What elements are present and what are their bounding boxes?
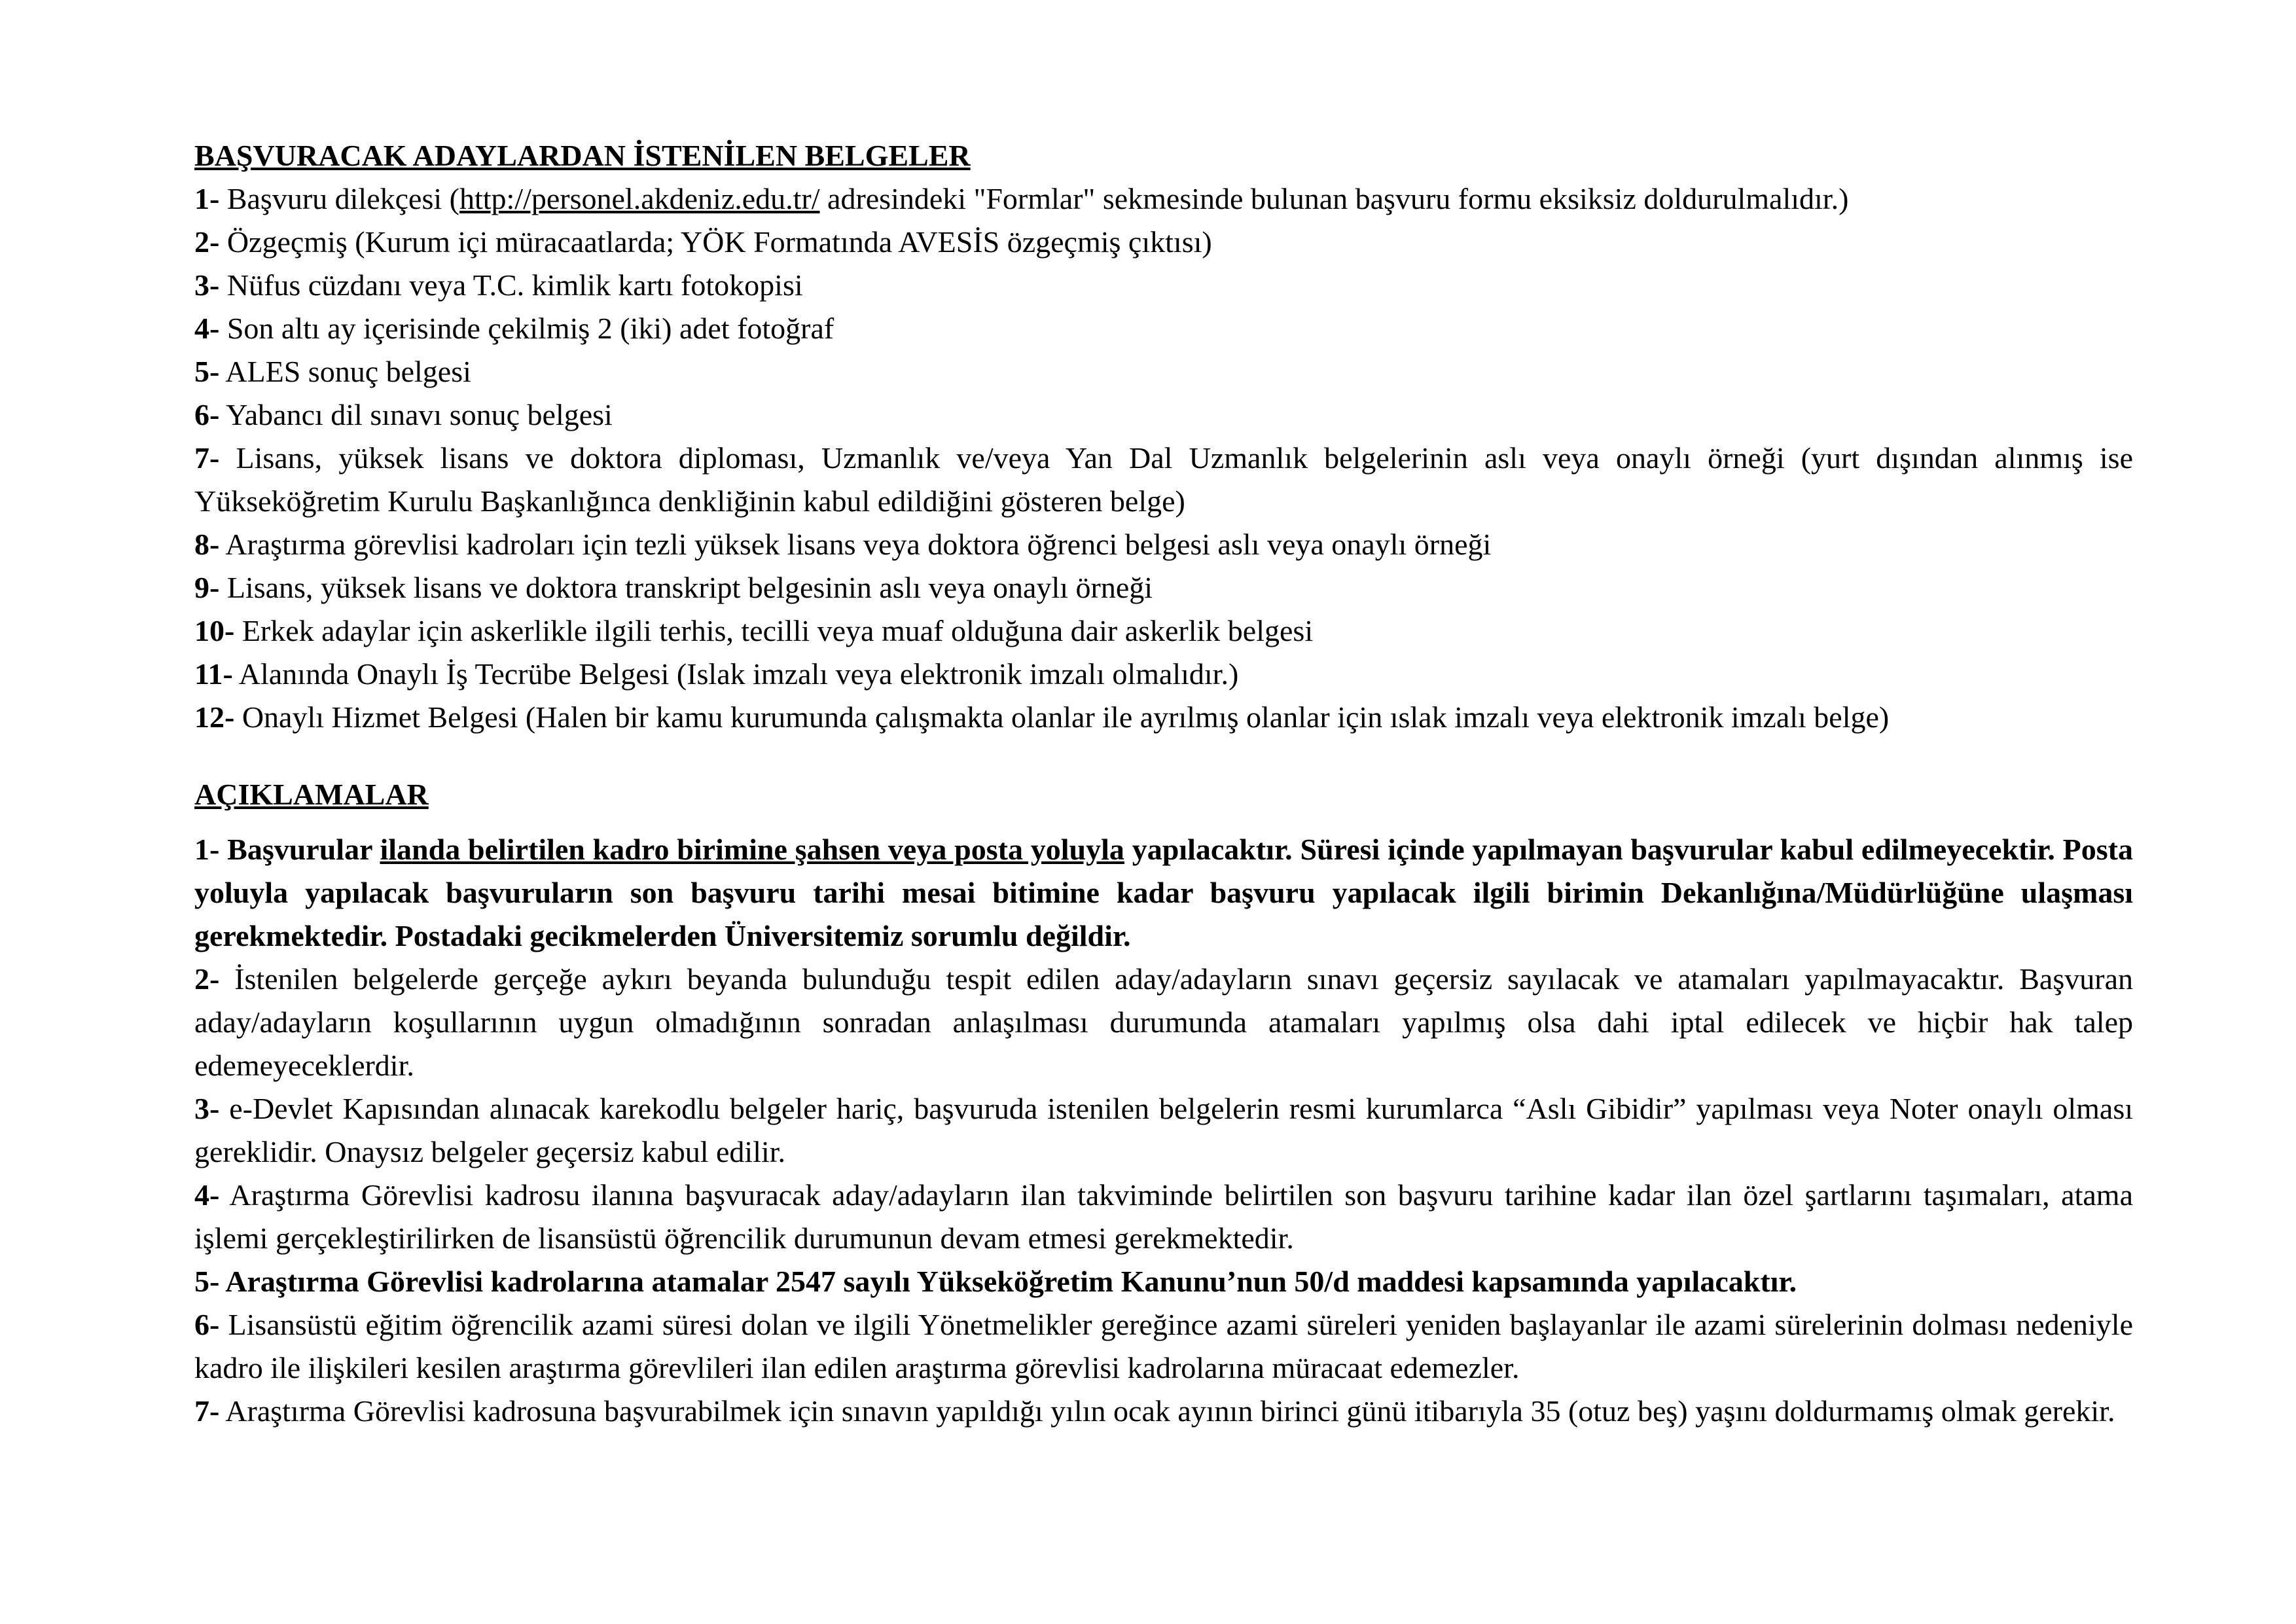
item-text: İstenilen belgelerde gerçeğe aykırı beyanda bulunduğu tespit edilen aday/adayların sınavı geçersiz sayılacak ve atamaları yapılmayacaktır. Başvuran aday/adayların koşullarının uygun olmadığının sonradan anlaşılması durumunda atamaları yapılmış olsa dahi iptal edilecek ve hiçbir hak talep edemeyeceklerdir. xyxy=(194,962,2133,1082)
explanation-item-5: 5- Araştırma Görevlisi kadrolarına atamalar 2547 sayılı Yükseköğretim Kanunu’nun 50/d maddesi kapsamında yapılacaktır. xyxy=(194,1265,1797,1298)
item-number: 6- xyxy=(194,1308,220,1341)
documents-heading: BAŞVURACAK ADAYLARDAN İSTENİLEN BELGELER xyxy=(194,139,971,172)
item-number: 10- xyxy=(194,614,235,647)
explanation-item-4 xyxy=(194,1174,2133,1260)
document-item-3 xyxy=(194,264,2133,307)
item-number: 7- xyxy=(194,1394,220,1428)
item-text: Onaylı Hizmet Belgesi (Halen bir kamu kurumunda çalışmakta olanlar ile ayrılmış olanlar için ıslak imzalı veya elektronik imzalı belge) xyxy=(234,700,1890,734)
item-text: Özgeçmiş (Kurum içi müracaatlarda; YÖK Formatında AVESİS özgeçmiş çıktısı) xyxy=(219,225,1212,259)
personnel-website-link[interactable]: http://personel.akdeniz.edu.tr/ xyxy=(459,182,820,215)
document-item-5 xyxy=(194,350,2133,393)
document-item-6 xyxy=(194,393,2133,437)
item-number: 6- xyxy=(194,398,220,431)
explanation-item-1 xyxy=(194,828,2133,958)
item-text: Lisansüstü eğitim öğrencilik azami süresi dolan ve ilgili Yönetmelikler gereğince azami süreleri yeniden başlayanlar ile azami sürelerinin dolması nedeniyle kadro ile ilişkileri kesilen araştırma görevlileri ilan edilen araştırma görevlisi kadrolarına müracaat edemezler. xyxy=(194,1308,2133,1384)
item-text: Araştırma Görevlisi kadrosuna başvurabilmek için sınavın yapıldığı yılın ocak ayının birinci günü itibarıyla 35 (otuz beş) yaşını doldurmamış olmak gerekir. xyxy=(219,1394,2115,1428)
item-text: Son altı ay içerisinde çekilmiş 2 (iki) adet fotoğraf xyxy=(219,312,834,345)
item-number: 1- xyxy=(194,182,220,215)
document-item-12 xyxy=(194,696,2133,739)
document-item-7 xyxy=(194,437,2133,523)
explanation-item-2 xyxy=(194,958,2133,1087)
item-number: 3- xyxy=(194,268,220,302)
item-text-cont: adresindeki "Formlar" sekmesinde bulunan başvuru formu eksiksiz doldurulmalıdır.) xyxy=(819,182,1849,215)
explanations-heading: AÇIKLAMALAR xyxy=(194,778,429,811)
explanation-item-3 xyxy=(194,1087,2133,1174)
item-text: e-Devlet Kapısından alınacak karekodlu belgeler hariç, başvuruda istenilen belgelerin resmi kurumlarca “Aslı Gibidir” yapılması veya Noter onaylı olması gereklidir. Onaysız belgeler geçersiz kabul edilir. xyxy=(194,1092,2133,1168)
item-text: Araştırma görevlisi kadroları için tezli yüksek lisans veya doktora öğrenci belgesi aslı veya onaylı örneği xyxy=(219,528,1492,561)
item-text: Lisans, yüksek lisans ve doktora transkript belgesinin aslı veya onaylı örneği xyxy=(219,571,1153,604)
item-number: 2- xyxy=(194,225,220,259)
item-number: 2- xyxy=(194,962,220,996)
explanation-item-6 xyxy=(194,1303,2133,1390)
document-item-1 xyxy=(194,177,2133,221)
section-spacer xyxy=(194,739,2133,773)
item-text: Yabancı dil sınavı sonuç belgesi xyxy=(219,398,613,431)
item-text: ALES sonuç belgesi xyxy=(219,355,471,388)
document-item-2 xyxy=(194,221,2133,264)
explanation-item-7 xyxy=(194,1390,2133,1433)
document-item-9 xyxy=(194,566,2133,609)
document-page xyxy=(194,134,2133,1433)
item-text-underlined: ilanda belirtilen kadro birimine şahsen veya posta yoluyla xyxy=(380,833,1124,866)
heading-spacer xyxy=(194,816,2133,828)
item-number: 5- xyxy=(194,355,220,388)
document-item-8 xyxy=(194,523,2133,566)
document-item-11 xyxy=(194,653,2133,696)
item-number: 3- xyxy=(194,1092,220,1125)
item-text: Nüfus cüzdanı veya T.C. kimlik kartı fotokopisi xyxy=(219,268,803,302)
item-text: Başvuru dilekçesi ( xyxy=(219,182,459,215)
document-item-10 xyxy=(194,609,2133,653)
item-number: 12- xyxy=(194,700,235,734)
item-text-cont: yapılacaktır. Süresi içinde yapılmayan başvurular kabul edilmeyecektir. Posta yoluyla yapılacak başvuruların son başvuru tarihi mesai bitimine kadar başvuru yapılacak ilgili birimin Dekanlığına/Müdürlüğüne ulaşması gerekmektedir. Postadaki gecikmelerden Üniversitemiz sorumlu değildir. xyxy=(194,833,2133,952)
item-number: 9- xyxy=(194,571,220,604)
item-number: 7- xyxy=(194,441,220,475)
item-text: Başvurular xyxy=(219,833,380,866)
item-number: 4- xyxy=(194,1178,220,1212)
document-item-4 xyxy=(194,307,2133,350)
item-text: Lisans, yüksek lisans ve doktora diploması, Uzmanlık ve/veya Yan Dal Uzmanlık belgelerinin aslı veya onaylı örneği (yurt dışından alınmış ise Yükseköğretim Kurulu Başkanlığınca denkliğinin kabul edildiğini gösteren belge) xyxy=(194,441,2133,518)
item-number: 11- xyxy=(194,657,233,691)
item-number: 1- xyxy=(194,833,220,866)
item-number: 8- xyxy=(194,528,220,561)
item-text: Alanında Onaylı İş Tecrübe Belgesi (Islak imzalı veya elektronik imzalı olmalıdır.) xyxy=(232,657,1239,691)
item-number: 4- xyxy=(194,312,220,345)
item-text: Erkek adaylar için askerlikle ilgili terhis, tecilli veya muaf olduğuna dair askerlik belgesi xyxy=(234,614,1314,647)
item-text: Araştırma Görevlisi kadrosu ilanına başvuracak aday/adayların ilan takviminde belirtilen son başvuru tarihine kadar ilan özel şartlarını taşımaları, atama işlemi gerçekleştirilirken de lisansüstü öğrencilik durumunun devam etmesi gerekmektedir. xyxy=(194,1178,2133,1255)
